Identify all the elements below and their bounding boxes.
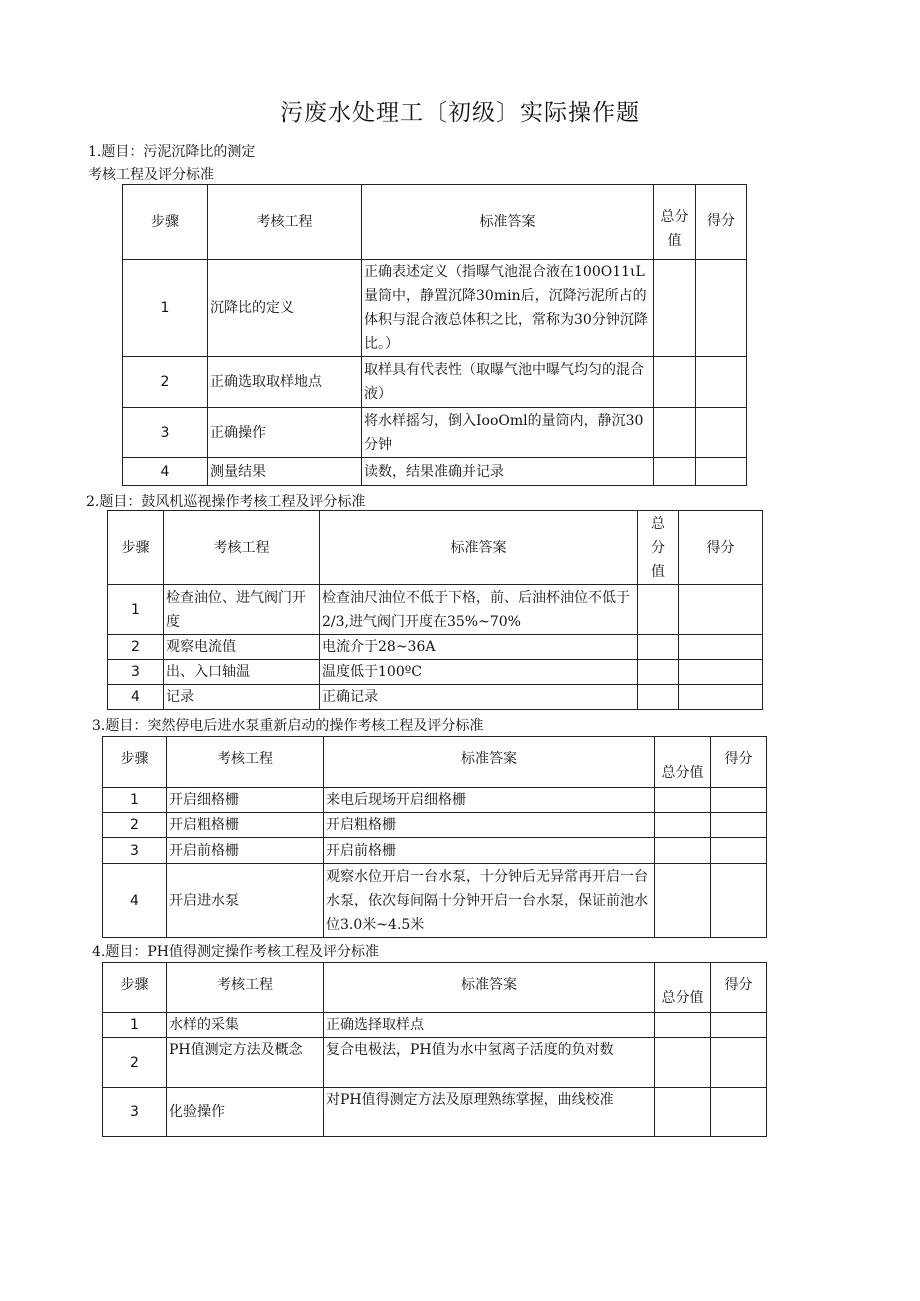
q4-table	[102, 962, 767, 1137]
row-step: 2	[103, 1038, 167, 1088]
table-row	[123, 458, 747, 486]
row-item: 化验操作	[167, 1088, 324, 1137]
row-item: 开启粗格栅	[167, 813, 324, 838]
row-answer: 将水样摇匀，倒入IooOml的量筒内，静沉30分钟	[362, 408, 654, 458]
row-total	[655, 838, 711, 864]
row-item: 测量结果	[208, 458, 362, 486]
header-score: 得分	[696, 185, 747, 260]
q4-heading: 4.题目：PH值得测定操作考核工程及评分标准	[92, 944, 379, 960]
row-step: 2	[103, 813, 167, 838]
row-answer: 正确记录	[320, 685, 638, 710]
row-item: 出、入口轴温	[164, 660, 320, 685]
row-step: 1	[108, 585, 164, 635]
row-item: 观察电流值	[164, 635, 320, 660]
row-item: 正确操作	[208, 408, 362, 458]
table-row	[108, 585, 763, 635]
header-answer: 标准答案	[324, 963, 655, 1013]
q3-table	[102, 736, 767, 938]
header-item: 考核工程	[164, 511, 320, 585]
q2-heading: 2.题目：鼓风机巡视操作考核工程及评分标准	[86, 494, 366, 510]
row-total	[638, 635, 679, 660]
row-total	[638, 685, 679, 710]
header-score: 得分	[679, 511, 763, 585]
row-total	[655, 1088, 711, 1137]
row-item: 开启细格栅	[167, 788, 324, 813]
row-score[interactable]	[679, 685, 763, 710]
row-total	[638, 585, 679, 635]
row-answer: 正确表述定义（指曝气池混合液在100O11ιL量筒中，静置沉降30min后，沉降污泥所占的体积与混合液总体积之比，常称为30分钟沉降比。）	[362, 260, 654, 357]
table-row	[103, 813, 767, 838]
header-item: 考核工程	[167, 737, 324, 788]
row-total	[655, 813, 711, 838]
row-item: 开启前格栅	[167, 838, 324, 864]
header-score: 得分	[711, 737, 767, 788]
table-row	[103, 1088, 767, 1137]
row-step: 1	[123, 260, 208, 357]
row-answer: 对PH值得测定方法及原理熟练掌握，曲线校准	[324, 1088, 655, 1137]
header-total: 总分值	[638, 511, 679, 585]
header-answer: 标准答案	[320, 511, 638, 585]
header-total: 总分值	[654, 185, 696, 260]
row-score[interactable]	[711, 864, 767, 938]
row-step: 1	[103, 788, 167, 813]
row-total	[654, 357, 696, 408]
header-step: 步骤	[123, 185, 208, 260]
row-score[interactable]	[696, 458, 747, 486]
table-row	[123, 260, 747, 357]
q1-heading: 1.题目：污泥沉降比的测定	[88, 144, 256, 160]
row-item: 开启进水泵	[167, 864, 324, 938]
header-item: 考核工程	[208, 185, 362, 260]
row-total	[654, 408, 696, 458]
table-row	[103, 788, 767, 813]
q3-heading: 3.题目：突然停电后进水泵重新启动的操作考核工程及评分标准	[92, 718, 484, 734]
row-score[interactable]	[711, 1038, 767, 1088]
row-score[interactable]	[711, 813, 767, 838]
table-row	[103, 1013, 767, 1038]
q3-header-row	[103, 737, 767, 788]
row-score[interactable]	[711, 838, 767, 864]
row-score[interactable]	[679, 660, 763, 685]
row-answer: 开启粗格栅	[324, 813, 655, 838]
row-item: 记录	[164, 685, 320, 710]
header-total: 总分值	[655, 737, 711, 788]
table-row	[103, 838, 767, 864]
header-item: 考核工程	[167, 963, 324, 1013]
table-row	[103, 864, 767, 938]
row-step: 3	[123, 408, 208, 458]
header-step: 步骤	[103, 737, 167, 788]
header-step: 步骤	[103, 963, 167, 1013]
row-item: 检查油位、进气阀门开度	[164, 585, 320, 635]
table-row	[123, 357, 747, 408]
row-answer: 来电后现场开启细格栅	[324, 788, 655, 813]
row-answer: 检查油尺油位不低于下格，前、后油杯油位不低于2/3,进气阀门开度在35%~70%	[320, 585, 638, 635]
row-total	[655, 864, 711, 938]
q1-subheading: 考核工程及评分标准	[88, 167, 214, 183]
header-score: 得分	[711, 963, 767, 1013]
row-total	[638, 660, 679, 685]
row-score[interactable]	[679, 635, 763, 660]
row-step: 2	[123, 357, 208, 408]
header-total: 总分值	[655, 963, 711, 1013]
row-score[interactable]	[711, 1088, 767, 1137]
row-item: 沉降比的定义	[208, 260, 362, 357]
row-total	[655, 1038, 711, 1088]
row-item: 正确选取取样地点	[208, 357, 362, 408]
row-answer: 开启前格栅	[324, 838, 655, 864]
row-step: 4	[108, 685, 164, 710]
row-score[interactable]	[711, 1013, 767, 1038]
header-answer: 标准答案	[324, 737, 655, 788]
q4-header-row	[103, 963, 767, 1013]
row-score[interactable]	[696, 408, 747, 458]
row-item: 水样的采集	[167, 1013, 324, 1038]
row-answer: 复合电极法，PH值为水中氢离子活度的负对数	[324, 1038, 655, 1088]
table-row	[123, 408, 747, 458]
row-step: 2	[108, 635, 164, 660]
header-step: 步骤	[108, 511, 164, 585]
row-step: 4	[103, 864, 167, 938]
row-step: 3	[103, 838, 167, 864]
document-title: 污废水处理工〔初级〕实际操作题	[280, 100, 640, 126]
header-answer: 标准答案	[362, 185, 654, 260]
row-answer: 电流介于28~36A	[320, 635, 638, 660]
q1-header-row	[123, 185, 747, 260]
row-step: 3	[108, 660, 164, 685]
row-score[interactable]	[696, 357, 747, 408]
row-score[interactable]	[696, 260, 747, 357]
row-item: PH值测定方法及概念	[167, 1038, 324, 1088]
row-total	[655, 788, 711, 813]
table-row	[108, 635, 763, 660]
row-total	[654, 260, 696, 357]
table-row	[108, 685, 763, 710]
table-row	[103, 1038, 767, 1088]
row-score[interactable]	[711, 788, 767, 813]
row-answer: 观察水位开启一台水泵，十分钟后无异常再开启一台水泵，依次每间隔十分钟开启一台水泵，保证前池水位3.0米~4.5米	[324, 864, 655, 938]
row-score[interactable]	[679, 585, 763, 635]
q2-table	[107, 510, 763, 710]
row-step: 1	[103, 1013, 167, 1038]
row-answer: 取样具有代表性（取曝气池中曝气均匀的混合液）	[362, 357, 654, 408]
q1-table	[122, 184, 747, 486]
row-answer: 正确选择取样点	[324, 1013, 655, 1038]
row-total	[654, 458, 696, 486]
row-total	[655, 1013, 711, 1038]
row-step: 3	[103, 1088, 167, 1137]
row-answer: 温度低于100ºC	[320, 660, 638, 685]
table-row	[108, 660, 763, 685]
row-step: 4	[123, 458, 208, 486]
q2-header-row	[108, 511, 763, 585]
row-answer: 读数，结果准确并记录	[362, 458, 654, 486]
